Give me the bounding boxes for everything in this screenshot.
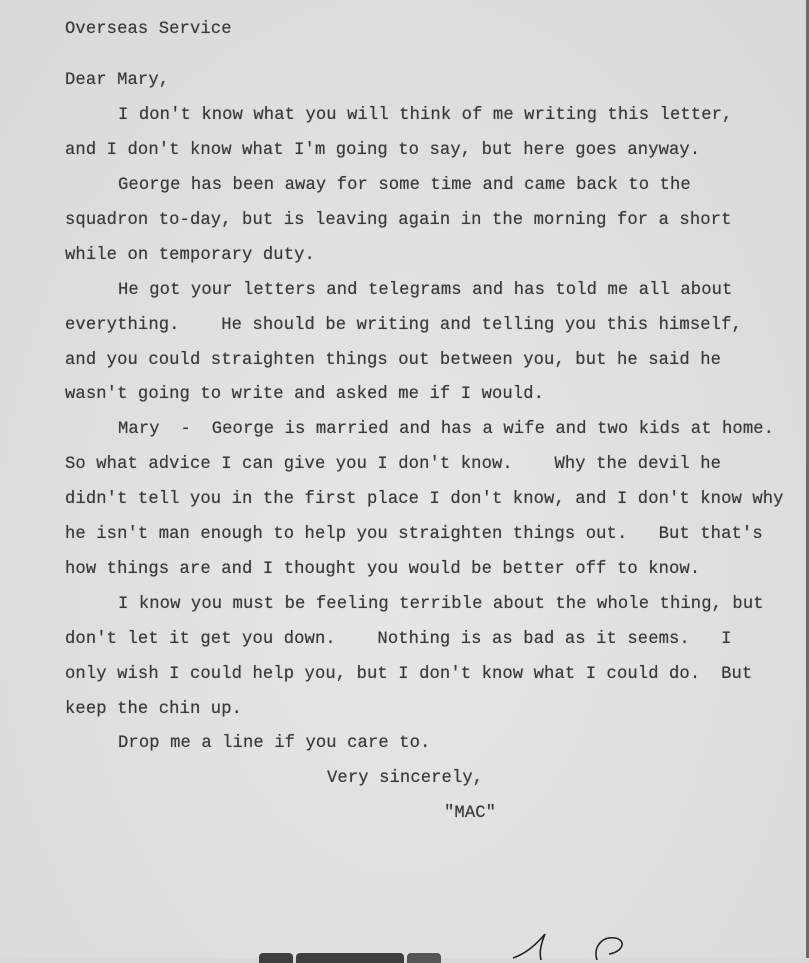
body-line: wasn't going to write and asked me if I would. bbox=[65, 385, 545, 404]
body-line: and I don't know what I'm going to say, but here goes anyway. bbox=[65, 141, 701, 160]
body-line: Drop me a line if you care to. bbox=[118, 734, 431, 753]
body-line: I know you must be feeling terrible about the whole thing, but bbox=[118, 595, 764, 614]
body-line: and you could straighten things out between you, but he said he bbox=[65, 351, 722, 370]
body-line: So what advice I can give you I don't know. Why the devil he bbox=[65, 455, 722, 474]
body-line: don't let it get you down. Nothing is as bad as it seems. I bbox=[65, 630, 732, 649]
viewer-toolbar-button[interactable] bbox=[259, 953, 293, 963]
body-line: everything. He should be writing and telling you this himself, bbox=[65, 316, 742, 335]
body-line: didn't tell you in the first place I don't know, and I don't know why bbox=[65, 490, 784, 509]
typed-signature: "MAC" bbox=[444, 804, 497, 823]
body-line: how things are and I thought you would be better off to know. bbox=[65, 560, 701, 579]
body-line: squadron to-day, but is leaving again in the morning for a short bbox=[65, 211, 732, 230]
body-line: I don't know what you will think of me writing this letter, bbox=[118, 106, 733, 125]
body-line: He got your letters and telegrams and has told me all about bbox=[118, 281, 733, 300]
body-line: only wish I could help you, but I don't know what I could do. But bbox=[65, 665, 753, 684]
viewer-toolbar-button[interactable] bbox=[296, 953, 404, 963]
body-line: keep the chin up. bbox=[65, 700, 243, 719]
letter-header: Overseas Service bbox=[65, 20, 232, 39]
salutation: Dear Mary, bbox=[65, 71, 170, 90]
body-line: he isn't man enough to help you straighten things out. But that's bbox=[65, 525, 763, 544]
viewer-toolbar-button[interactable] bbox=[407, 953, 441, 963]
body-line: while on temporary duty. bbox=[65, 246, 315, 265]
handwritten-signature bbox=[505, 930, 645, 960]
closing: Very sincerely, bbox=[327, 769, 484, 788]
body-line: George has been away for some time and came back to the bbox=[118, 176, 691, 195]
body-line: Mary - George is married and has a wife and two kids at home. bbox=[118, 420, 775, 439]
